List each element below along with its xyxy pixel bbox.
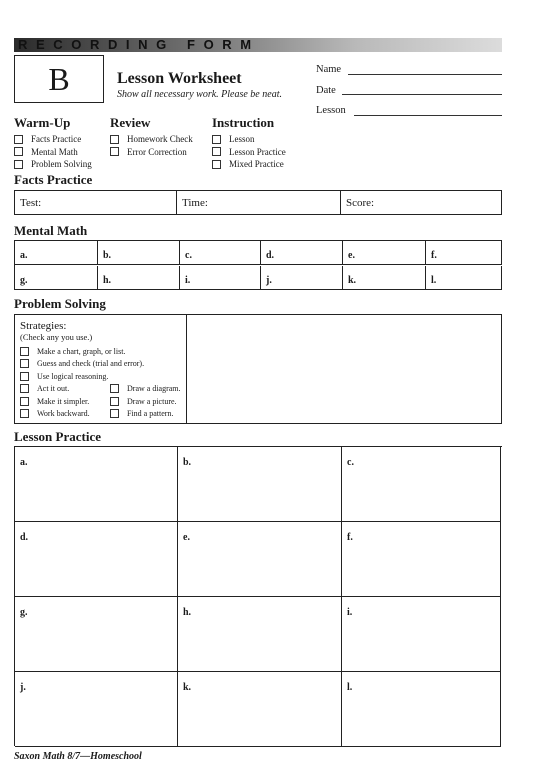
lesson-practice-cell[interactable]	[342, 447, 501, 522]
cell-label: k.	[183, 682, 192, 693]
facts-time-cell[interactable]: Time:	[177, 191, 341, 214]
mental-math-cell[interactable]	[261, 266, 343, 290]
lesson-practice-cell[interactable]	[342, 522, 501, 597]
strategy-item[interactable]: Make it simpler.	[20, 395, 110, 408]
facts-score-cell[interactable]: Score:	[346, 196, 375, 209]
form-letter-box	[14, 55, 104, 103]
strategy-item[interactable]: Draw a picture.	[110, 395, 181, 408]
strategy-item[interactable]: Make a chart, graph, or list.	[20, 345, 186, 358]
date-label: Date	[316, 85, 336, 96]
strategy-item[interactable]: Draw a diagram.	[110, 383, 181, 396]
footer-source: Saxon Math 8/7—Homeschool	[14, 751, 142, 762]
worksheet-subtitle: Show all necessary work. Please be neat.	[117, 89, 282, 100]
checkbox[interactable]	[110, 147, 119, 156]
cell-label: a.	[20, 457, 28, 468]
cell-label: d.	[20, 532, 29, 543]
cell-label: j.	[266, 274, 272, 286]
cell-label: f.	[347, 532, 353, 543]
problem-solving-box	[14, 314, 502, 424]
mental-math-cell[interactable]	[15, 241, 98, 265]
banner-title: RECORDING FORM	[18, 37, 260, 52]
strategy-item[interactable]: Guess and check (trial and error).	[20, 358, 186, 371]
warmup-item[interactable]: Problem Solving	[14, 158, 92, 171]
cell-label: a.	[20, 250, 28, 261]
lesson-practice-title: Lesson Practice	[14, 429, 102, 444]
lesson-practice-cell[interactable]	[178, 597, 342, 672]
review-item[interactable]: Homework Check	[110, 133, 193, 146]
lesson-practice-cell[interactable]	[15, 447, 178, 522]
cell-label: g.	[20, 274, 28, 286]
instruction-title: Instruction	[212, 115, 275, 130]
mental-math-grid	[14, 240, 502, 290]
mental-math-cell[interactable]	[98, 241, 180, 265]
mental-math-cell[interactable]	[426, 266, 502, 290]
mental-math-cell[interactable]	[261, 241, 343, 265]
instruction-item[interactable]: Lesson Practice	[212, 146, 286, 159]
cell-label: j.	[20, 682, 26, 693]
instruction-item[interactable]: Lesson	[212, 133, 286, 146]
cell-label: d.	[266, 250, 275, 261]
checkbox[interactable]	[14, 135, 23, 144]
warmup-checklist	[14, 133, 92, 171]
cell-label: b.	[103, 250, 112, 261]
checkbox[interactable]	[110, 135, 119, 144]
lesson-practice-cell[interactable]	[342, 597, 501, 672]
checkbox[interactable]	[14, 147, 23, 156]
date-field[interactable]	[342, 93, 502, 95]
name-field[interactable]	[348, 73, 502, 75]
problem-solving-work-area[interactable]	[187, 315, 501, 423]
mental-math-cell[interactable]	[180, 266, 261, 290]
lesson-practice-cell[interactable]	[15, 672, 178, 747]
lesson-practice-cell[interactable]	[178, 447, 342, 522]
strategy-item[interactable]: Act it out.	[20, 383, 110, 396]
lesson-practice-grid	[14, 446, 502, 746]
review-item[interactable]: Error Correction	[110, 146, 193, 159]
lesson-practice-cell[interactable]	[178, 522, 342, 597]
warmup-title: Warm-Up	[14, 115, 71, 130]
facts-practice-table	[14, 190, 502, 215]
mental-math-cell[interactable]	[180, 241, 261, 265]
instruction-checklist	[212, 133, 286, 171]
mental-math-cell[interactable]	[426, 241, 502, 265]
cell-label: g.	[20, 607, 28, 618]
cell-label: i.	[185, 274, 191, 286]
mental-math-cell[interactable]	[343, 266, 426, 290]
cell-label: k.	[348, 274, 357, 286]
cell-label: h.	[103, 274, 112, 286]
cell-label: c.	[347, 457, 354, 468]
lesson-practice-cell[interactable]	[342, 672, 501, 747]
worksheet-title: Lesson Worksheet	[117, 70, 242, 87]
warmup-item[interactable]: Mental Math	[14, 146, 92, 159]
cell-label: f.	[431, 250, 437, 261]
mental-math-cell[interactable]	[15, 266, 98, 290]
cell-label: l.	[347, 682, 353, 693]
strategies-hint: (Check any you use.)	[20, 332, 93, 342]
cell-label: h.	[183, 607, 192, 618]
cell-label: c.	[185, 250, 192, 261]
lesson-practice-cell[interactable]	[15, 597, 178, 672]
checkbox[interactable]	[212, 135, 221, 144]
lesson-field[interactable]	[354, 114, 502, 116]
strategy-item[interactable]: Use logical reasoning.	[20, 370, 186, 383]
checkbox[interactable]	[14, 160, 23, 169]
cell-label: l.	[431, 274, 437, 286]
facts-test-cell[interactable]: Test:	[15, 191, 177, 214]
name-label: Name	[316, 64, 342, 75]
lesson-practice-cell[interactable]	[178, 672, 342, 747]
form-letter: B	[48, 60, 70, 97]
checkbox[interactable]	[212, 160, 221, 169]
strategy-item[interactable]: Work backward.	[20, 408, 110, 421]
warmup-item[interactable]: Facts Practice	[14, 133, 92, 146]
lesson-practice-cell[interactable]	[15, 522, 178, 597]
problem-solving-title: Problem Solving	[14, 296, 106, 311]
strategy-item[interactable]: Find a pattern.	[110, 408, 181, 421]
instruction-item[interactable]: Mixed Practice	[212, 158, 286, 171]
cell-label: i.	[347, 607, 353, 618]
lesson-label: Lesson	[316, 105, 346, 116]
strategies-title: Strategies:	[20, 320, 67, 332]
mental-math-cell[interactable]	[98, 266, 180, 290]
cell-label: b.	[183, 457, 192, 468]
mental-math-cell[interactable]	[343, 241, 426, 265]
facts-practice-title: Facts Practice	[14, 172, 93, 187]
review-title: Review	[110, 115, 151, 130]
cell-label: e.	[348, 250, 355, 261]
review-checklist	[110, 133, 193, 158]
checkbox[interactable]	[212, 147, 221, 156]
mental-math-title: Mental Math	[14, 223, 88, 238]
strategies-panel	[15, 315, 187, 423]
cell-label: e.	[183, 532, 190, 543]
